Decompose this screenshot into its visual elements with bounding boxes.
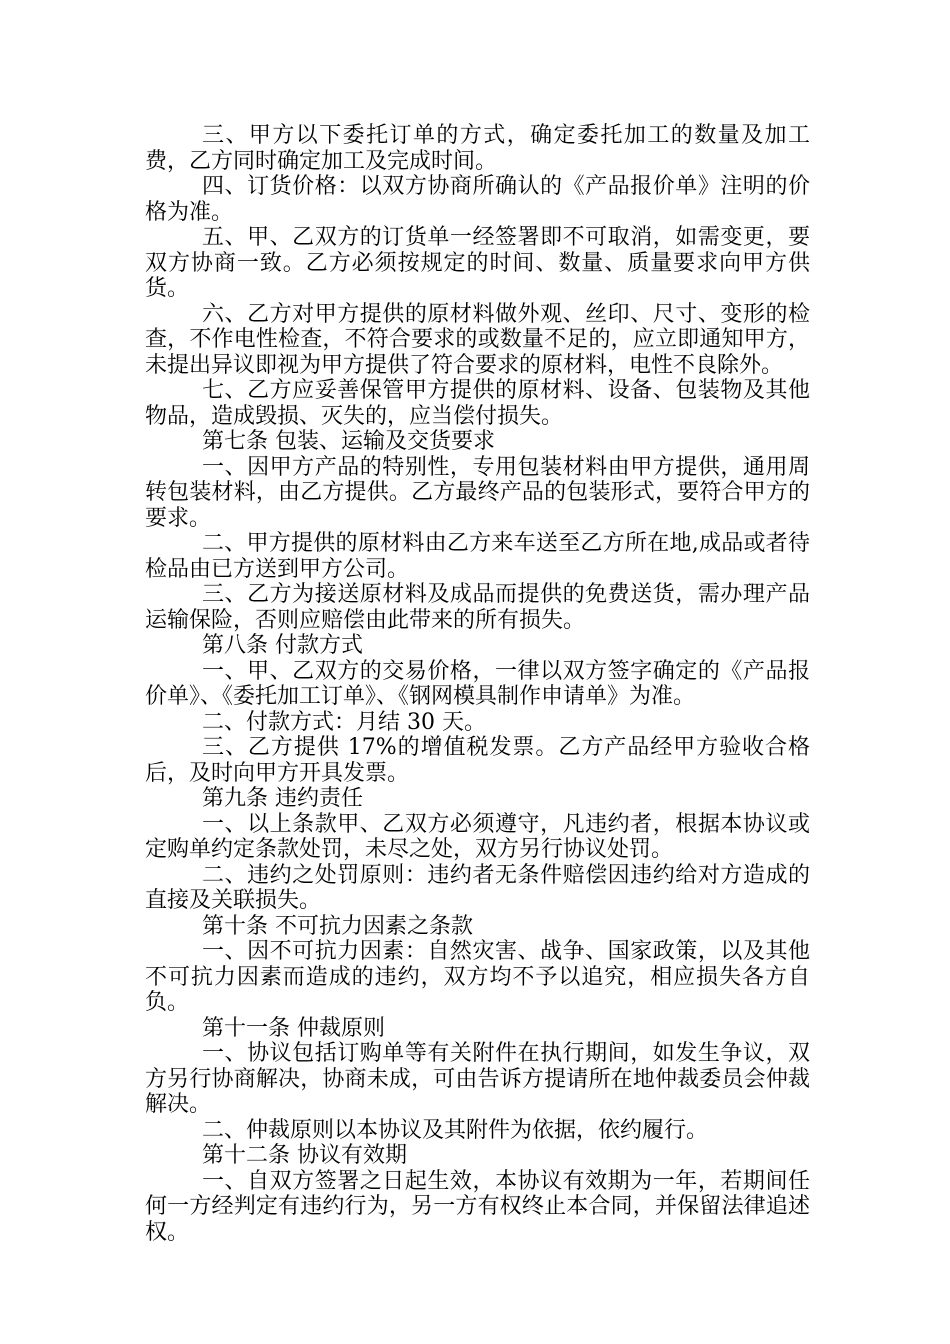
article-heading: 第八条 付款方式	[202, 633, 363, 658]
clause-paragraph: 二、违约之处罚原则：违约者无条件赔偿因违约给对方造成的直接及关联损失。	[145, 862, 810, 913]
clause-paragraph: 三、乙方提供 17%的增值税发票。乙方产品经甲方验收合格后，及时向甲方开具发票。	[145, 735, 810, 786]
clause-paragraph: 二、付款方式：月结 30 天。	[202, 709, 486, 735]
clause-paragraph: 一、因不可抗力因素：自然灾害、战争、国家政策，以及其他不可抗力因素而造成的违约，双方均不予以追究，相应损失各方自负。	[145, 939, 810, 1015]
article-heading: 第十条 不可抗力因素之条款	[202, 913, 473, 939]
clause-paragraph: 一、以上条款甲、乙双方必须遵守，凡违约者，根据本协议或定购单约定条款处罚，未尽之处，双方另行协议处罚。	[145, 811, 810, 862]
clause-paragraph: 一、甲、乙双方的交易价格，一律以双方签字确定的《产品报价单》、《委托加工订单》、《钢网模具制作申请单》为准。	[145, 658, 810, 709]
clause-paragraph: 一、因甲方产品的特别性，专用包装材料由甲方提供，通用周转包装材料，由乙方提供。乙方最终产品的包装形式，要符合甲方的要求。	[145, 454, 810, 531]
clause-paragraph: 一、自双方签署之日起生效，本协议有效期为一年，若期间任何一方经判定有违约行为，另一方有权终止本合同，并保留法律追述权。	[145, 1168, 810, 1245]
clause-paragraph: 七、乙方应妥善保管甲方提供的原材料、设备、包装物及其他物品，造成毁损、灭失的，应当偿付损失。	[145, 378, 810, 429]
article-heading: 第七条 包装、运输及交货要求	[202, 429, 495, 454]
clause-paragraph: 三、乙方为接送原材料及成品而提供的免费送货，需办理产品运输保险，否则应赔偿由此带来的所有损失。	[145, 582, 810, 633]
article-heading: 第十一条 仲裁原则	[202, 1015, 385, 1041]
clause-paragraph: 三、甲方以下委托订单的方式，确定委托加工的数量及加工费，乙方同时确定加工及完成时间。	[145, 123, 810, 174]
clause-paragraph: 四、订货价格：以双方协商所确认的《产品报价单》注明的价格为准。	[145, 174, 810, 225]
clause-paragraph: 五、甲、乙双方的订货单一经签署即不可取消，如需变更，要双方协商一致。乙方必须按规定的时间、数量、质量要求向甲方供货。	[145, 225, 810, 301]
clause-paragraph: 二、仲裁原则以本协议及其附件为依据，依约履行。	[202, 1117, 709, 1143]
article-heading: 第九条 违约责任	[202, 786, 363, 811]
document-body	[145, 123, 810, 1245]
article-heading: 第十二条 协议有效期	[202, 1143, 407, 1168]
clause-paragraph: 一、协议包括订购单等有关附件在执行期间，如发生争议，双方另行协商解决，协商未成，可由告诉方提请所在地仲裁委员会仲裁解决。	[145, 1041, 810, 1117]
clause-paragraph: 六、乙方对甲方提供的原材料做外观、丝印、尺寸、变形的检查，不作电性检查，不符合要求的或数量不足的，应立即通知甲方，未提出异议即视为甲方提供了符合要求的原材料，电性不良除外。	[145, 301, 810, 378]
clause-paragraph: 二、甲方提供的原材料由乙方来车送至乙方所在地,成品或者待检品由已方送到甲方公司。	[145, 531, 810, 582]
